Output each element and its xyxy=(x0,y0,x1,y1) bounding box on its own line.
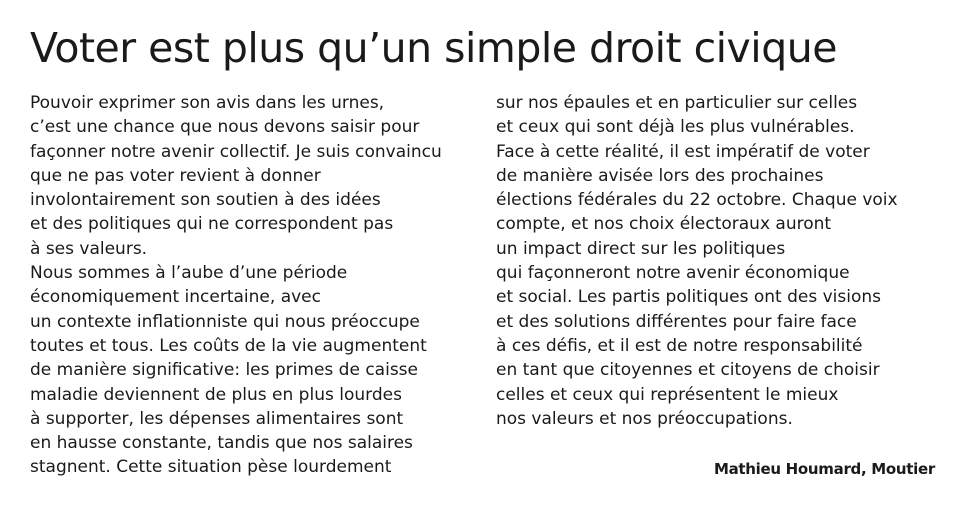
body-line: de manière avisée lors des prochaines xyxy=(496,165,824,186)
body-line: celles et ceux qui représentent le mieux xyxy=(496,384,839,405)
body-line: un contexte inflationniste qui nous préoccupe xyxy=(30,311,420,332)
body-line: de manière significative: les primes de caisse xyxy=(30,360,418,381)
body-line: et des politiques qui ne correspondent pas xyxy=(30,214,394,235)
body-line: en hausse constante, tandis que nos salaires xyxy=(30,433,413,454)
body-line: à ces défis, et il est de notre responsabilité xyxy=(496,335,863,356)
body-line: Pouvoir exprimer son avis dans les urnes, xyxy=(30,93,385,113)
body-line: maladie deviennent de plus en plus lourdes xyxy=(30,384,402,405)
body-line: à supporter, les dépenses alimentaires sont xyxy=(30,408,404,429)
body-line: que ne pas voter revient à donner xyxy=(30,165,321,186)
body-line: compte, et nos choix électoraux auront xyxy=(496,214,832,235)
body-line: Face à cette réalité, il est impératif de voter xyxy=(496,141,870,162)
article-body-left-column xyxy=(30,91,442,480)
body-line: et social. Les partis politiques ont des visions xyxy=(496,287,882,308)
body-line: en tant que citoyennes et citoyens de choisir xyxy=(496,360,880,381)
body-line: qui façonneront notre avenir économique xyxy=(496,263,850,284)
body-line: façonner notre avenir collectif. Je suis convaincu xyxy=(30,141,442,162)
body-line: économiquement incertaine, avec xyxy=(30,287,321,308)
body-line: sur nos épaules et en particulier sur celles xyxy=(496,93,858,113)
body-line: et ceux qui sont déjà les plus vulnérables. xyxy=(496,117,855,138)
body-line: Nous sommes à l’aube d’une période xyxy=(30,263,348,284)
body-line: à ses valeurs. xyxy=(30,238,148,259)
body-line: élections fédérales du 22 octobre. Chaque voix xyxy=(496,190,898,211)
author-signature: Mathieu Houmard, Moutier xyxy=(713,460,935,478)
article-body-right-column xyxy=(496,91,898,431)
body-line: et des solutions différentes pour faire face xyxy=(496,311,857,332)
body-line: nos valeurs et nos préoccupations. xyxy=(496,408,793,429)
body-line: un impact direct sur les politiques xyxy=(496,238,786,259)
article-title: Voter est plus qu’un simple droit civique xyxy=(30,24,837,72)
body-line: involontairement son soutien à des idées xyxy=(30,190,381,211)
body-line: toutes et tous. Les coûts de la vie augmentent xyxy=(30,335,427,356)
body-line: c’est une chance que nous devons saisir pour xyxy=(30,117,420,138)
body-line: stagnent. Cette situation pèse lourdement xyxy=(30,457,392,478)
